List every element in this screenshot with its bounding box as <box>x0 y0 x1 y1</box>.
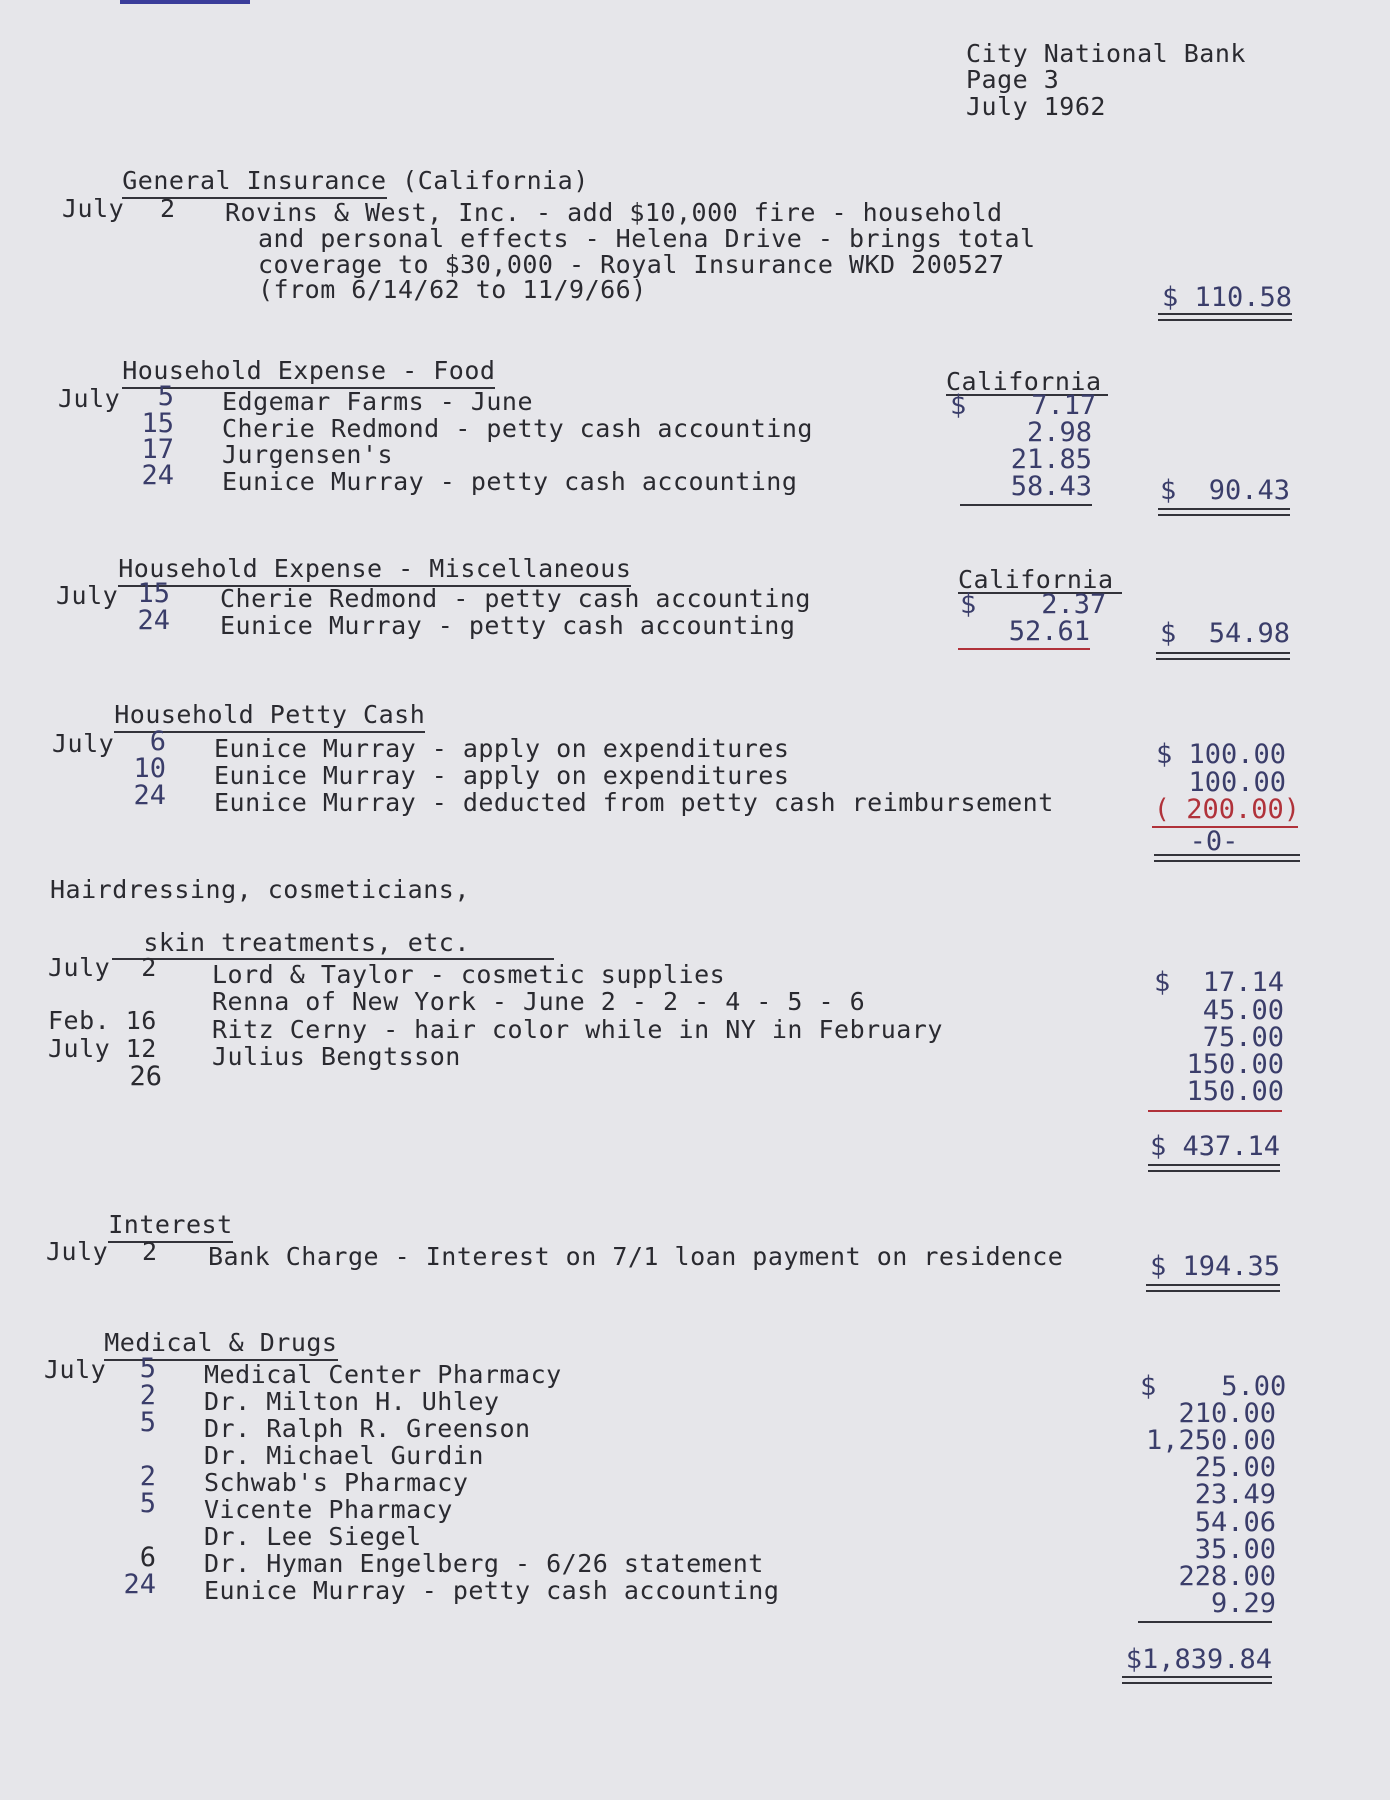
general-insurance-day: 2 <box>160 194 176 223</box>
hair-title-line2: skin treatments, etc. <box>143 928 470 957</box>
header-date: July 1962 <box>966 92 1106 121</box>
food-item: Eunice Murray - petty cash accounting <box>222 467 798 496</box>
medical-day: 2 <box>139 1461 156 1492</box>
misc-title: Household Expense - Miscellaneous <box>118 554 631 587</box>
hair-title-underline <box>112 929 554 960</box>
food-day: 24 <box>141 460 174 491</box>
hair-total-rule <box>1148 1164 1280 1172</box>
food-item: Edgemar Farms - June <box>222 387 534 416</box>
medical-day: 2 <box>139 1380 156 1411</box>
interest-title: Interest <box>108 1210 232 1243</box>
medical-amount: 54.06 <box>1194 1507 1276 1538</box>
misc-amount: 52.61 <box>1008 616 1090 647</box>
hair-date: 26 <box>129 1061 162 1092</box>
food-item: Jurgensen's <box>222 440 394 469</box>
medical-item: Dr. Michael Gurdin <box>204 1441 484 1470</box>
food-total: $ 90.43 <box>1159 475 1290 506</box>
medical-amount: 23.49 <box>1194 1479 1276 1510</box>
food-subtotal-rule <box>960 504 1092 506</box>
food-day: 17 <box>141 434 174 465</box>
medical-item: Vicente Pharmacy <box>204 1495 453 1524</box>
medical-amount: $ 5.00 <box>1140 1371 1287 1402</box>
food-day: 15 <box>141 408 174 439</box>
interest-total: $ 194.35 <box>1149 1251 1280 1282</box>
medical-amount: 228.00 <box>1178 1561 1276 1592</box>
medical-amount: 25.00 <box>1194 1452 1276 1483</box>
general-insurance-month: July <box>62 194 125 223</box>
general-insurance-line: Rovins & West, Inc. - add $10,000 fire - household <box>225 198 1003 227</box>
food-amount: 21.85 <box>1010 444 1092 475</box>
hair-amount: 150.00 <box>1186 1049 1284 1080</box>
medical-item: Dr. Lee Siegel <box>204 1522 422 1551</box>
petty-cash-day: 6 <box>149 726 166 757</box>
food-amount: $ 7.17 <box>950 390 1097 421</box>
medical-item: Dr. Ralph R. Greenson <box>204 1414 531 1443</box>
petty-cash-day: 10 <box>133 753 166 784</box>
medical-amount: 9.29 <box>1210 1588 1276 1619</box>
hair-subtotal-rule <box>1148 1110 1282 1112</box>
medical-amount: 1,250.00 <box>1145 1425 1276 1456</box>
medical-day: 24 <box>123 1569 156 1600</box>
medical-day: 5 <box>139 1353 156 1384</box>
food-column-header: California <box>946 367 1102 396</box>
food-title: Household Expense - Food <box>122 356 495 389</box>
hair-title-line1: Hairdressing, cosmeticians, <box>50 875 470 904</box>
medical-subtotal-rule <box>1138 1621 1272 1623</box>
hair-item: Ritz Cerny - hair color while in NY in February <box>212 1015 943 1044</box>
petty-cash-total-rule <box>1154 854 1300 862</box>
medical-month: July <box>44 1355 107 1384</box>
medical-item: Medical Center Pharmacy <box>204 1360 562 1389</box>
petty-cash-amount: 100.00 <box>1188 767 1286 798</box>
top-edge-mark <box>120 0 250 4</box>
medical-item: Dr. Milton H. Uhley <box>204 1387 500 1416</box>
general-insurance-line: coverage to $30,000 - Royal Insurance WKD 200527 <box>258 250 1005 279</box>
misc-subtotal-rule <box>958 648 1090 650</box>
food-month: July <box>58 384 121 413</box>
food-amount: 2.98 <box>1026 417 1092 448</box>
misc-total: $ 54.98 <box>1159 618 1290 649</box>
petty-cash-title: Household Petty Cash <box>114 700 425 733</box>
medical-day: 6 <box>139 1542 156 1573</box>
interest-total-rule <box>1146 1284 1280 1292</box>
misc-column-header: California <box>958 565 1114 594</box>
general-insurance-title-suffix: (California) <box>402 166 589 195</box>
general-insurance-line: and personal effects - Helena Drive - brings total <box>258 224 1036 253</box>
hair-date: July 2 <box>48 953 157 982</box>
petty-cash-total: -0- <box>1189 826 1239 857</box>
hair-total: $ 437.14 <box>1149 1131 1280 1162</box>
misc-total-rule <box>1156 652 1290 660</box>
misc-item: Eunice Murray - petty cash accounting <box>220 611 796 640</box>
medical-total: $1,839.84 <box>1125 1644 1272 1675</box>
misc-month: July <box>56 581 119 610</box>
medical-day: 5 <box>139 1407 156 1438</box>
petty-cash-month: July <box>52 729 115 758</box>
petty-cash-item: Eunice Murray - apply on expenditures <box>214 734 790 763</box>
hair-item: Lord & Taylor - cosmetic supplies <box>212 960 726 989</box>
petty-cash-item: Eunice Murray - apply on expenditures <box>214 761 790 790</box>
medical-item: Dr. Hyman Engelberg - 6/26 statement <box>204 1549 764 1578</box>
food-item: Cherie Redmond - petty cash accounting <box>222 414 813 443</box>
petty-cash-amount-negative: ( 200.00) <box>1153 794 1300 825</box>
general-insurance-line: (from 6/14/62 to 11/9/66) <box>258 275 647 304</box>
hair-amount: $ 17.14 <box>1153 967 1284 998</box>
medical-total-rule <box>1122 1676 1272 1684</box>
hair-amount: 150.00 <box>1186 1076 1284 1107</box>
general-insurance-title: General Insurance <box>122 166 386 199</box>
interest-item: Bank Charge - Interest on 7/1 loan payment on residence <box>208 1242 1064 1271</box>
misc-amount: $ 2.37 <box>960 589 1107 620</box>
hair-date: Feb. 16 <box>48 1006 157 1035</box>
header-bank: City National Bank <box>966 39 1246 68</box>
misc-item: Cherie Redmond - petty cash accounting <box>220 584 811 613</box>
medical-amount: 210.00 <box>1178 1398 1276 1429</box>
general-insurance-total-rule <box>1158 313 1292 321</box>
petty-cash-amount: $ 100.00 <box>1155 739 1286 770</box>
interest-month: July <box>46 1237 109 1266</box>
medical-day: 5 <box>139 1488 156 1519</box>
general-insurance-total: $ 110.58 <box>1161 282 1292 313</box>
petty-cash-item: Eunice Murray - deducted from petty cash reimbursement <box>214 788 1054 817</box>
misc-day: 15 <box>137 578 170 609</box>
food-day: 5 <box>157 381 174 412</box>
hair-item: Renna of New York - June 2 - 2 - 4 - 5 - 6 <box>212 987 866 1016</box>
interest-day: 2 <box>142 1237 158 1266</box>
hair-amount: 75.00 <box>1202 1022 1284 1053</box>
hair-item: Julius Bengtsson <box>212 1042 461 1071</box>
misc-day: 24 <box>137 605 170 636</box>
food-total-rule <box>1158 508 1290 516</box>
petty-cash-day: 24 <box>133 780 166 811</box>
hair-date: July 12 <box>48 1034 157 1063</box>
header-page: Page 3 <box>966 65 1060 94</box>
medical-item: Eunice Murray - petty cash accounting <box>204 1576 780 1605</box>
food-amount: 58.43 <box>1010 471 1092 502</box>
medical-item: Schwab's Pharmacy <box>204 1468 469 1497</box>
medical-amount: 35.00 <box>1194 1534 1276 1565</box>
medical-title: Medical & Drugs <box>104 1328 337 1361</box>
hair-amount: 45.00 <box>1202 995 1284 1026</box>
